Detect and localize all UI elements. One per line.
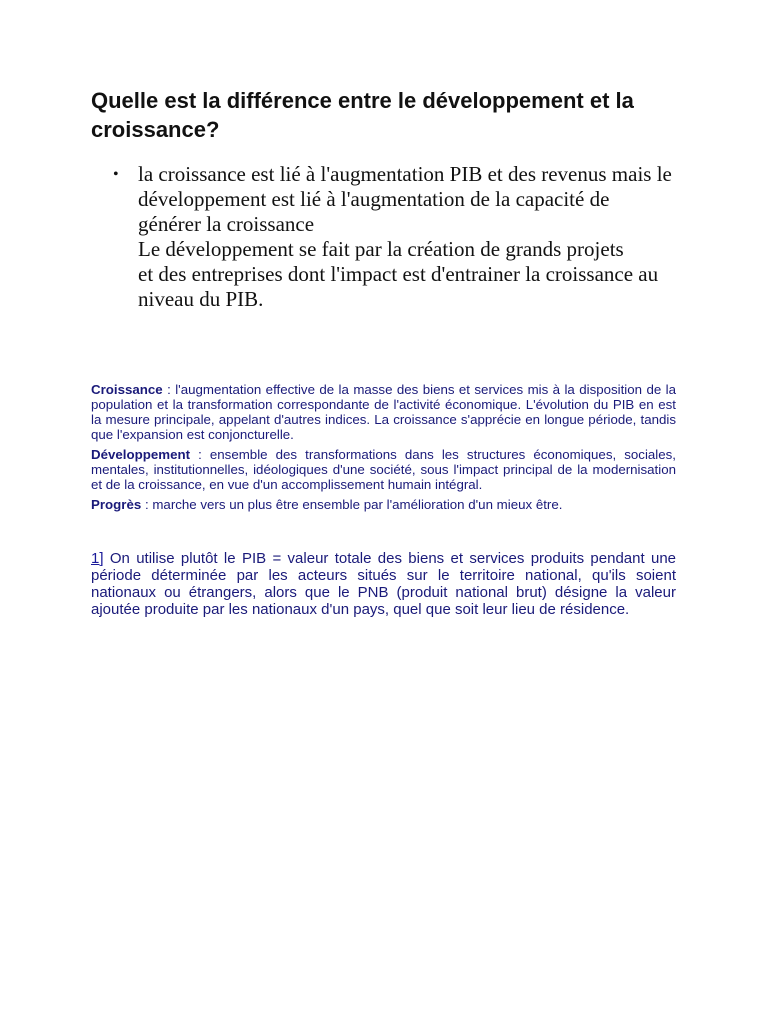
footnote-marker-link[interactable]: 1] (91, 550, 104, 567)
footnote-text: On utilise plutôt le PIB = valeur totale des biens et services produits pendant une période déterminée par les acteurs situés sur le territoire national, qu'ils soient nationaux ou étrangers, alors que le PNB (produit national brut) désigne la valeur ajoutée produite par les nationaux d'un pays, quel que soit leur lieu de résidence. (91, 550, 676, 618)
definition-term: Développement (91, 447, 191, 462)
definition-text: : ensemble des transformations dans les structures économiques, sociales, mentales, institutionnelles, idéologiques d'une société, sous l'impact principal de la modernisation et de la croissance, en vue d'un accomplissement humain intégral. (91, 447, 676, 492)
footnote (91, 550, 676, 618)
definitions-block (91, 382, 676, 512)
bullet-list (91, 162, 676, 312)
bullet-item (91, 162, 676, 312)
definition-text: : l'augmentation effective de la masse des biens et services mis à la disposition de la population et la transformation correspondante de l'activité économique. L'évolution du PIB en est la mesure principale, appelant d'autres indices. La croissance s'apprécie en longue période, tandis que l'expansion est conjoncturelle. (91, 382, 676, 442)
definition-progres (91, 497, 676, 512)
definition-croissance (91, 382, 676, 442)
bullet-dot-icon: • (113, 166, 119, 183)
document-page (91, 86, 676, 633)
bullet-text-line-2: Le développement se fait par la création de grands projets (138, 237, 624, 261)
definition-term: Croissance (91, 382, 163, 397)
bullet-text-line-3: et des entreprises dont l'impact est d'entrainer la croissance au niveau du PIB. (138, 262, 659, 311)
page-title: Quelle est la différence entre le développement et la croissance? (91, 88, 634, 142)
definition-developpement (91, 447, 676, 492)
definition-term: Progrès (91, 497, 142, 512)
bullet-text-line-1: la croissance est lié à l'augmentation PIB et des revenus mais le développement est lié à l'augmentation de la capacité de générer la croissance (138, 162, 672, 236)
definition-text: : marche vers un plus être ensemble par l'amélioration d'un mieux être. (141, 497, 563, 512)
